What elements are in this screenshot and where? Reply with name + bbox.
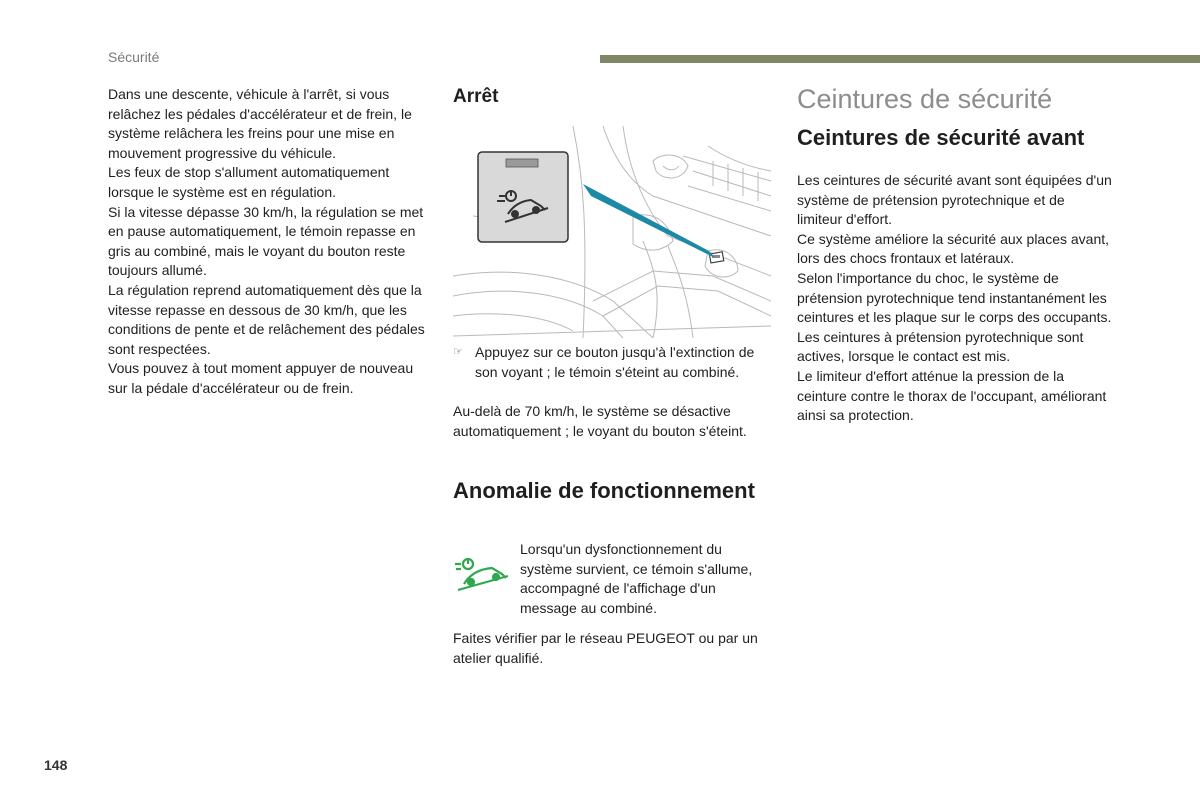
heading-anomalie: Anomalie de fonctionnement — [453, 478, 755, 503]
header-bar — [600, 55, 1200, 63]
paragraph: La régulation reprend automatiquement dès que la vitesse repasse en dessous de 30 km/h, que les conditions de pente et de relâchement des pédales sont respectées. — [108, 281, 425, 357]
paragraph: Les feux de stop s'allument automatiquement lorsque le système est en régulation. — [108, 164, 390, 200]
paragraph: Les ceintures de sécurité avant sont équipées d'un système de prétension pyrotechnique et de limiteur d'effort. — [797, 172, 1112, 228]
heading-arret: Arrêt — [453, 86, 499, 107]
malfunction-text: Lorsqu'un dysfonctionnement du système survient, ce témoin s'allume, accompagné de l'affichage d'un message au combiné. — [520, 541, 753, 616]
section-label: Sécurité — [108, 49, 160, 65]
console-button-icon — [709, 252, 723, 263]
deactivation-text: Au-delà de 70 km/h, le système se désactive automatiquement ; le voyant du bouton s'éteint. — [453, 403, 747, 439]
hill-descent-button-inset — [478, 152, 568, 242]
paragraph: Ce système améliore la sécurité aux places avant, lors des chocs frontaux et latéraux. — [797, 230, 1110, 267]
paragraph: Vous pouvez à tout moment appuyer de nouveau sur la pédale d'accélérateur ou de frein. — [108, 360, 414, 396]
paragraph: Le limiteur d'effort atténue la pression de la ceinture contre le thorax de l'occupant, améliorant ainsi sa protection. — [797, 367, 1107, 424]
paragraph: Dans une descente, véhicule à l'arrêt, si vous relâchez les pédales d'accélérateur et de frein, le système relâchera les freins pour une mise en mouvement progressive du véhicule. — [108, 86, 412, 161]
page-number: 148 — [44, 757, 68, 773]
paragraph: Selon l'importance du choc, le système de prétension pyrotechnique tend instantanément les ceintures et les plaque sur le corps des occupants. — [797, 269, 1112, 326]
column-3-body — [797, 171, 1112, 426]
instruction-bullet — [453, 343, 769, 382]
chapter-title: Ceintures de sécurité — [797, 84, 1053, 114]
bullet-marker: ☞ — [453, 346, 463, 358]
dealer-check-text: Faites vérifier par le réseau PEUGEOT ou par un atelier qualifié. — [453, 630, 758, 666]
heading-front-seatbelts: Ceintures de sécurité avant — [797, 125, 1085, 150]
bullet-text: Appuyez sur ce bouton jusqu'à l'extinction de son voyant ; le témoin s'éteint au combiné. — [475, 344, 755, 380]
column-1 — [108, 85, 428, 399]
console-illustration — [453, 126, 771, 338]
callout-pointer — [583, 184, 715, 258]
hill-descent-warning-icon — [454, 556, 510, 592]
paragraph: Si la vitesse dépasse 30 km/h, la régulation se met en pause automatiquement, le témoin repasse en gris au combiné, mais le voyant du bouton reste toujours allumé. — [108, 203, 424, 279]
paragraph: Les ceintures à prétension pyrotechnique sont actives, lorsque le contact est mis. — [797, 328, 1084, 365]
